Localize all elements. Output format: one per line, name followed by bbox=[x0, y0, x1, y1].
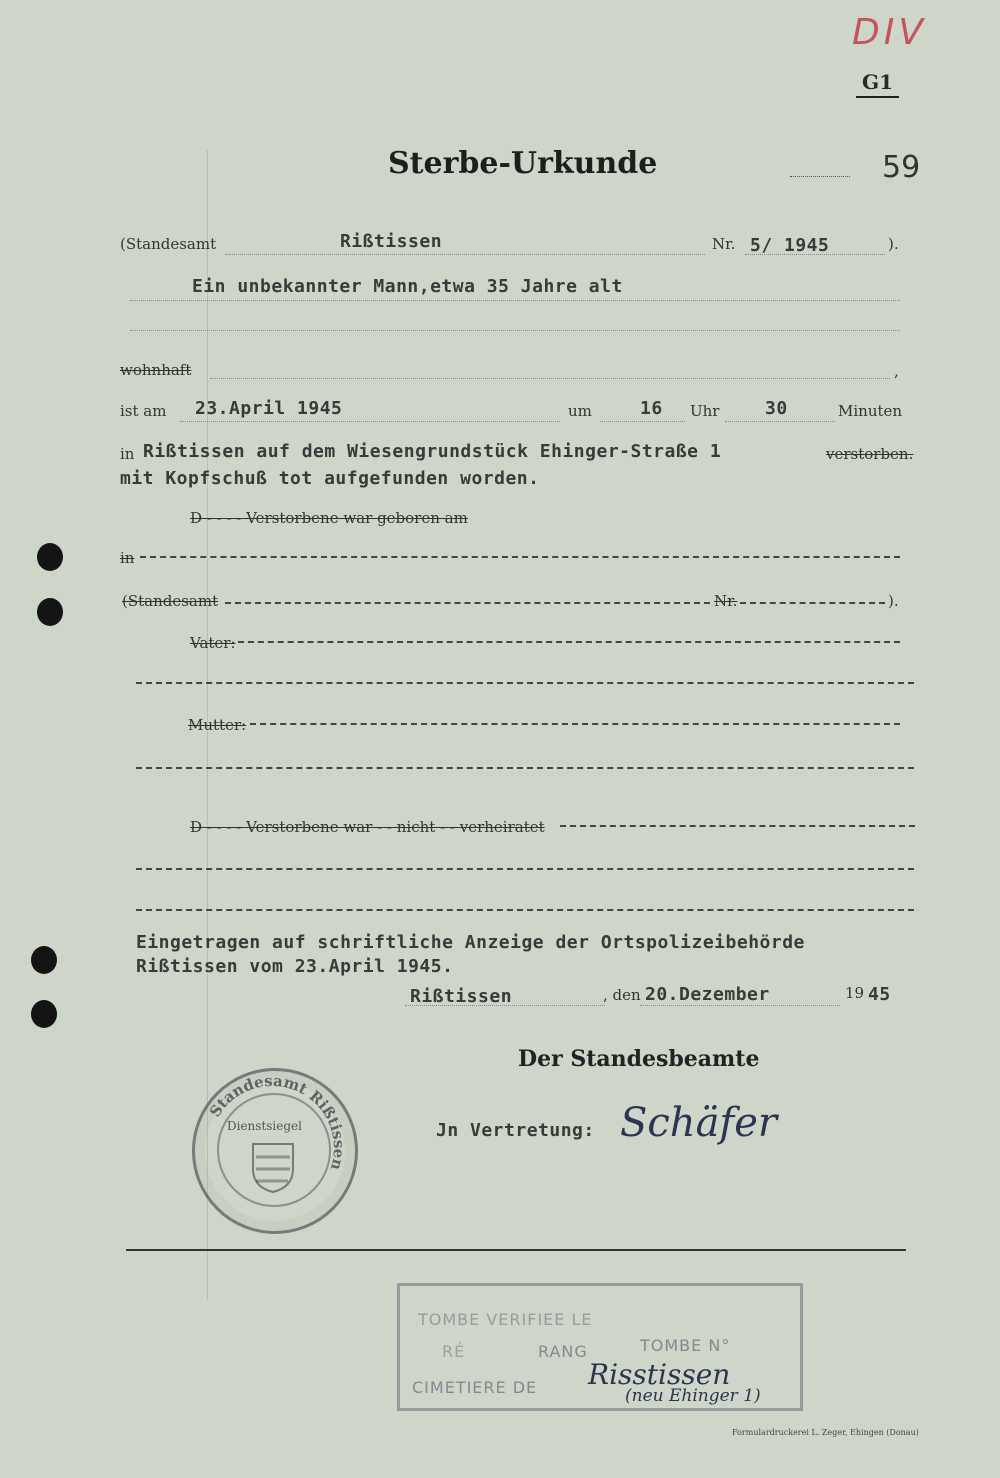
seal-inner-text: Dienstsiegel bbox=[227, 1119, 302, 1133]
verification-stamp bbox=[397, 1283, 803, 1411]
deceased-description: Ein unbekannter Mann,etwa 35 Jahre alt bbox=[192, 276, 623, 297]
dashed-line bbox=[140, 556, 900, 558]
close-paren: ). bbox=[888, 235, 899, 253]
death-circumstances: mit Kopfschuß tot aufgefunden worden. bbox=[120, 468, 540, 489]
deputy-label: Jn Vertretung: bbox=[436, 1120, 595, 1141]
born-label: D - - - - Verstorbene war geboren am bbox=[190, 509, 468, 527]
dashed-line bbox=[225, 602, 710, 604]
residence-comma: , bbox=[894, 362, 899, 380]
dashed-line bbox=[136, 909, 914, 911]
number-value: 5/ 1945 bbox=[750, 235, 830, 256]
father-label: Vater: bbox=[190, 634, 236, 652]
residence-label: wohnhaft bbox=[120, 361, 192, 379]
entry-line-1: Eingetragen auf schriftliche Anzeige der Ortspolizeibehörde bbox=[136, 932, 805, 953]
stamp-handwritten-note: (neu Ehinger 1) bbox=[625, 1386, 761, 1406]
dotted-line bbox=[130, 300, 900, 301]
entry-place: Rißtissen bbox=[410, 986, 513, 1007]
document-title: Sterbe-Urkunde bbox=[388, 146, 658, 181]
mother-label: Mutter: bbox=[188, 716, 247, 734]
red-annotation: DIV bbox=[852, 12, 927, 53]
verb-struck: verstorben. bbox=[826, 445, 914, 463]
punch-hole bbox=[31, 1000, 57, 1028]
death-date: 23.April 1945 bbox=[195, 398, 343, 419]
death-place: Rißtissen auf dem Wiesengrundstück Ehinger-Straße 1 bbox=[143, 441, 722, 462]
born-in-label: in bbox=[120, 549, 135, 567]
dashed-line bbox=[136, 682, 914, 684]
sheet-number: 59 bbox=[882, 150, 921, 185]
dashed-line bbox=[740, 602, 885, 604]
dashed-line bbox=[136, 868, 914, 870]
separator-line bbox=[126, 1249, 906, 1251]
year-prefix: 19 bbox=[845, 984, 865, 1002]
death-hour: 16 bbox=[640, 398, 663, 419]
hour-label: um bbox=[568, 402, 592, 420]
dashed-line bbox=[136, 767, 914, 769]
punch-hole bbox=[37, 598, 63, 626]
born-number-label: Nr. bbox=[714, 592, 738, 610]
dashed-line bbox=[560, 825, 915, 827]
dotted-line bbox=[210, 378, 890, 379]
stamp-line-1: TOMBE VERIFIEE LE bbox=[418, 1310, 593, 1329]
signatory-title: Der Standesbeamte bbox=[518, 1046, 760, 1072]
printer-credit: Formulardruckerei L. Zeger, Ehingen (Donau) bbox=[732, 1428, 919, 1437]
dotted-line bbox=[225, 254, 705, 255]
minute-unit: Minuten bbox=[838, 402, 903, 420]
dotted-line bbox=[725, 421, 835, 422]
born-office-label: (Standesamt bbox=[122, 592, 219, 610]
dashed-line bbox=[238, 641, 900, 643]
seal-outer-text: Standesamt Rißtissen bbox=[205, 1071, 349, 1173]
stamp-line-2c: TOMBE N° bbox=[640, 1336, 731, 1355]
death-minute: 30 bbox=[765, 398, 788, 419]
dotted-line bbox=[130, 330, 900, 331]
punch-hole bbox=[31, 946, 57, 974]
dotted-line bbox=[600, 421, 685, 422]
office-label: (Standesamt bbox=[120, 235, 217, 253]
dotted-line bbox=[180, 421, 560, 422]
year-suffix: 45 bbox=[868, 984, 891, 1005]
dotted-line bbox=[640, 1005, 840, 1006]
date-label: ist am bbox=[120, 402, 167, 420]
dashed-line bbox=[250, 723, 900, 725]
place-prefix: in bbox=[120, 445, 135, 463]
entry-date: 20.Dezember bbox=[645, 984, 770, 1005]
stamp-line-3: CIMETIERE DE bbox=[412, 1378, 538, 1397]
stamp-handwritten-place: Risstissen bbox=[588, 1358, 731, 1391]
stamp-line-2b: RANG bbox=[538, 1342, 588, 1361]
official-seal bbox=[192, 1068, 358, 1234]
entry-line-2: Rißtissen vom 23.April 1945. bbox=[136, 956, 454, 977]
married-label: D - - - - Verstorbene war - - nicht - - verheiratet bbox=[190, 818, 545, 836]
hour-unit: Uhr bbox=[690, 402, 720, 420]
punch-hole bbox=[37, 543, 63, 571]
stamp-line-2a: RÉ bbox=[442, 1342, 466, 1361]
form-code: G1 bbox=[856, 70, 899, 98]
sheet-dots bbox=[790, 176, 850, 177]
den-label: , den bbox=[603, 986, 641, 1004]
handwritten-signature: Schäfer bbox=[620, 1100, 778, 1146]
office-value: Rißtissen bbox=[340, 231, 443, 252]
dotted-line bbox=[405, 1005, 605, 1006]
coat-of-arms-icon bbox=[248, 1139, 298, 1194]
born-close-paren: ). bbox=[888, 592, 899, 610]
number-label: Nr. bbox=[712, 235, 736, 253]
